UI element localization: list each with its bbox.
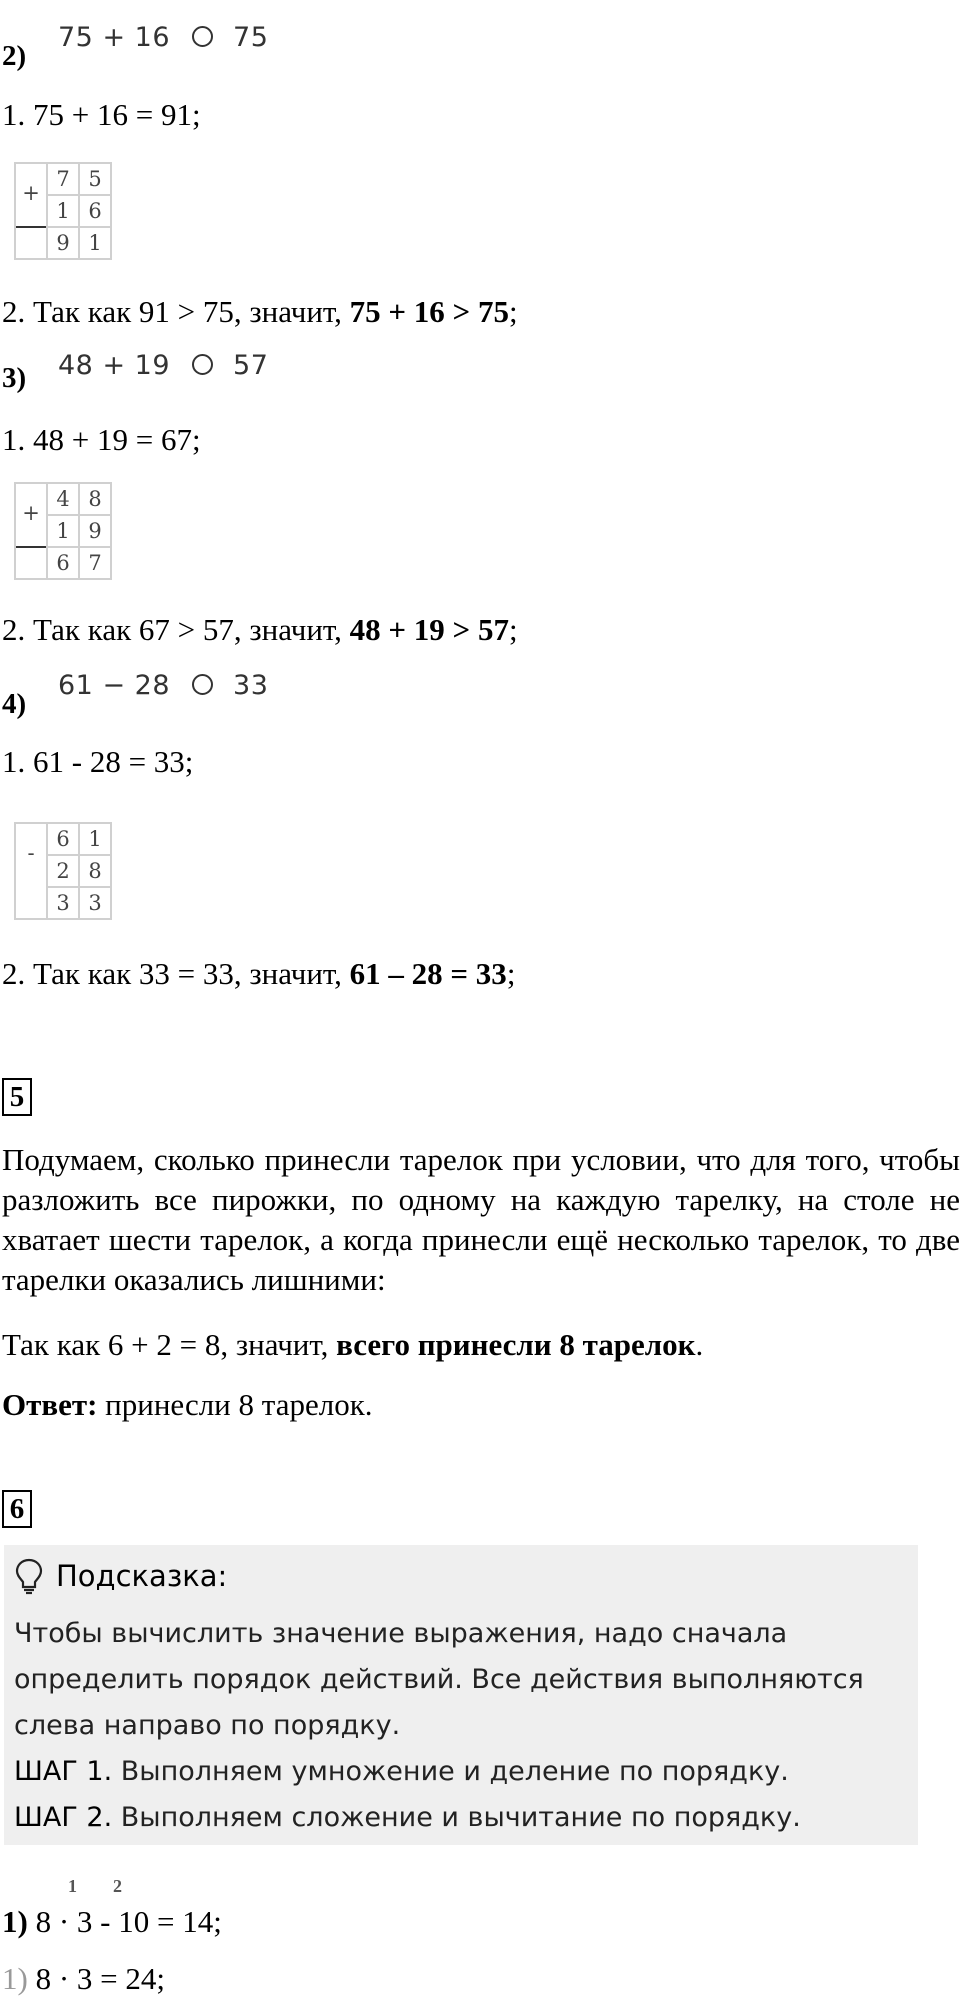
calc-operator: + <box>15 515 47 547</box>
comparison-circle-icon <box>192 26 213 47</box>
step-two: 2. Так как 33 = 33, значит, 61 – 28 = 33; <box>2 956 516 991</box>
example-expression <box>2 1905 222 1939</box>
expression-left: 61 − 28 <box>58 670 171 701</box>
example-text: 8 · 3 - 10 = 14; <box>27 1904 222 1939</box>
calc-digit: 2 <box>47 855 79 887</box>
order-mark: 1 <box>68 1876 77 1896</box>
column-calculation <box>14 482 112 580</box>
comparison-expression <box>58 22 268 53</box>
calc-result-digit: 9 <box>47 227 79 259</box>
expression-right: 57 <box>233 350 269 381</box>
hint-body <box>14 1611 914 1841</box>
calc-digit: 1 <box>47 515 79 547</box>
hint-line: слева направо по порядку. <box>14 1710 401 1741</box>
order-mark: 2 <box>113 1876 122 1896</box>
hint-line: Чтобы вычислить значение выражения, надо сначала <box>14 1618 788 1649</box>
step-two-result: 48 + 19 > 57 <box>349 612 509 647</box>
calc-digit: 9 <box>79 515 111 547</box>
calc-result-digit: 3 <box>79 887 111 919</box>
calc-digit: 8 <box>79 483 111 515</box>
task-number-box <box>2 1078 32 1116</box>
calc-result-digit: 6 <box>47 547 79 579</box>
task-number: 5 <box>2 1078 32 1116</box>
hint-step: ШАГ 2. Выполняем сложение и вычитание по порядку. <box>14 1802 801 1833</box>
step-two-result: 75 + 16 > 75 <box>349 294 509 329</box>
answer-text: принесли 8 тарелок. <box>97 1387 373 1422</box>
calc-digit: 7 <box>47 163 79 195</box>
calc-digit: 4 <box>47 483 79 515</box>
column-calculation <box>14 162 112 260</box>
task-conclusion: Так как 6 + 2 = 8, значит, всего принесли 8 тарелок. <box>2 1327 704 1362</box>
task-conclusion-bold: всего принесли 8 тарелок <box>336 1327 696 1362</box>
task-number-box <box>2 1490 32 1528</box>
calc-result-digit: 3 <box>47 887 79 919</box>
comparison-circle-icon <box>192 674 213 695</box>
item-label: 3) <box>2 362 27 394</box>
hint-step-label: ШАГ 1. <box>14 1756 113 1787</box>
hint-step: ШАГ 1. Выполняем умножение и деление по порядку. <box>14 1756 789 1787</box>
calc-digit: 6 <box>79 195 111 227</box>
hint-line: определить порядок действий. Все действия выполняются <box>14 1664 864 1695</box>
calc-cell <box>15 887 47 919</box>
hint-step-label: ШАГ 2. <box>14 1802 113 1833</box>
item-label: 2) <box>2 40 27 72</box>
expression-right: 33 <box>233 670 269 701</box>
calc-digit: 8 <box>79 855 111 887</box>
calc-digit: 1 <box>79 823 111 855</box>
example-step-label: 1) <box>2 1961 28 1996</box>
calc-operator: - <box>15 855 47 887</box>
comparison-expression <box>58 350 268 381</box>
column-calculation <box>14 822 112 920</box>
calc-operator: + <box>15 195 47 227</box>
step-two: 2. Так как 67 > 57, значит, 48 + 19 > 57; <box>2 612 518 647</box>
step-one: 1. 48 + 19 = 67; <box>2 422 201 457</box>
calc-cell <box>15 227 47 259</box>
calc-result-digit: 7 <box>79 547 111 579</box>
expression-right: 75 <box>233 22 269 53</box>
hint-panel <box>4 1545 918 1845</box>
example-step-text: 8 · 3 = 24; <box>27 1961 165 1996</box>
comparison-expression <box>58 670 268 701</box>
task-number: 6 <box>2 1490 32 1528</box>
comparison-circle-icon <box>192 354 213 375</box>
example-label: 1) <box>2 1904 28 1939</box>
step-two-result: 61 – 28 = 33 <box>349 956 507 991</box>
calc-digit: 1 <box>47 195 79 227</box>
expression-left: 48 + 19 <box>58 350 171 381</box>
calc-digit: 5 <box>79 163 111 195</box>
step-two: 2. Так как 91 > 75, значит, 75 + 16 > 75; <box>2 294 518 329</box>
step-one: 1. 61 - 28 = 33; <box>2 744 194 779</box>
hint-title: Подсказка: <box>56 1559 228 1593</box>
calc-cell <box>15 547 47 579</box>
answer-label: Ответ: <box>2 1387 98 1422</box>
item-label: 4) <box>2 688 27 720</box>
answer <box>2 1388 373 1422</box>
lightbulb-icon <box>14 1557 44 1595</box>
step-one: 1. 75 + 16 = 91; <box>2 97 201 132</box>
task-paragraph: Подумаем, сколько принесли тарелок при условии, что для того, чтобы разложить все пирожки, по одному на каждую тарелку, на столе не хватает шести тарелок, а когда принесли ещё несколько тарелок, то две тарелки оказались лишними: <box>2 1142 960 1297</box>
example-step <box>2 1962 165 1996</box>
expression-left: 75 + 16 <box>58 22 171 53</box>
calc-result-digit: 1 <box>79 227 111 259</box>
calc-digit: 6 <box>47 823 79 855</box>
